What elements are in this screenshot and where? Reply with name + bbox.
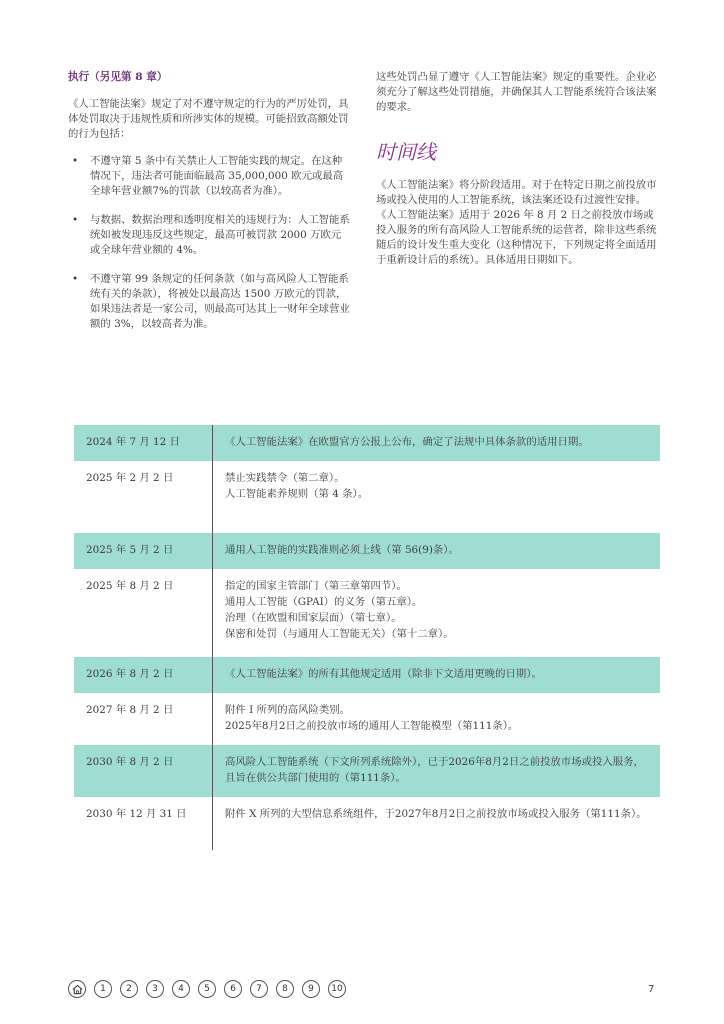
page-link-7[interactable]: 7 [250, 980, 268, 998]
timeline-description [213, 461, 660, 533]
list-item: • 与数据、数据治理和透明度相关的违规行为：人工智能系统如被发现违反这些规定，最高可被罚款 2000 万欧元或全球年营业额的 4%。 [72, 214, 350, 256]
timeline-line: 治理（在欧盟和国家层面）（第七章）。 [225, 612, 402, 624]
timeline-line: 禁止实践禁令（第二章）。 [225, 472, 345, 484]
page-link-9[interactable]: 9 [302, 980, 320, 998]
timeline-line: 指定的国家主管部门（第三章第四节）。 [225, 580, 407, 592]
page-link-2[interactable]: 2 [120, 980, 138, 998]
timeline-line: 高风险人工智能系统（下文所列系统除外），已于2026年8月2日之前投放市场或投入服务，且旨在供公共部门使用的（第111条）。 [225, 756, 644, 784]
left-column [68, 70, 350, 346]
timeline-description [213, 533, 660, 569]
timeline-description [213, 657, 660, 693]
bullet-icon: • [72, 273, 79, 285]
timeline-date: 2030 年 8 月 2 日 [86, 756, 174, 768]
timeline-description [213, 425, 660, 461]
timeline-date: 2025 年 8 月 2 日 [86, 580, 174, 592]
timeline-line: 2025年8月2日之前投放市场的通用人工智能模型（第111条）。 [225, 720, 519, 732]
page-link-5[interactable]: 5 [198, 980, 216, 998]
timeline-line: 《人工智能法案》的所有其他规定适用（除非下文适用更晚的日期）。 [225, 668, 542, 680]
timeline-date: 2024 年 7 月 12 日 [86, 436, 180, 448]
timeline-line: 人工智能素养规则（第 4 条）。 [225, 488, 369, 500]
table-row [74, 461, 660, 533]
page-navigation [68, 980, 346, 998]
penalty-closing: 这些处罚凸显了遵守《人工智能法案》规定的重要性。企业必须充分了解这些处罚措施，并确保其人工智能系统符合该法案的要求。 [376, 71, 657, 113]
list-item: • 不遵守第 99 条规定的任何条款（如与高风险人工智能系统有关的条款），将被处以最高达 1500 万欧元的罚款，如果违法者是一家公司，则最高可达其上一财年全球营业额的 3%，以较高者为准。 [72, 273, 350, 330]
table-row [74, 657, 660, 693]
timeline-table [74, 425, 660, 850]
home-icon[interactable] [68, 980, 86, 998]
page-link-3[interactable]: 3 [146, 980, 164, 998]
timeline-date: 2025 年 2 月 2 日 [86, 472, 174, 484]
page-link-10[interactable]: 10 [328, 980, 346, 998]
right-column [376, 70, 658, 280]
page-link-6[interactable]: 6 [224, 980, 242, 998]
timeline-description [213, 745, 660, 797]
page-link-1[interactable]: 1 [94, 980, 112, 998]
page-number: 7 [648, 984, 655, 995]
bullet-icon: • [72, 155, 79, 167]
timeline-date: 2030 年 12 月 31 日 [86, 808, 187, 820]
table-row [74, 425, 660, 461]
timeline-divider [212, 425, 213, 850]
list-item: • 不遵守第 5 条中有关禁止人工智能实践的规定。在这种情况下，违法者可能面临最高 35,000,000 欧元或最高全球年营业额7%的罚款（以较高者为准）。 [72, 155, 344, 197]
timeline-intro: 《人工智能法案》将分阶段适用。对于在特定日期之前投放市场或投入使用的人工智能系统，该法案还设有过渡性安排。《人工智能法案》适用于 2026 年 8 月 2 日之前投放市场或投入服务的所有高风险人工智能系统的运营者，除非这些系统随后的设计发生重大变化（这种情况下，下列规定将全面适用于重新设计后的系统）。具体适用日期如下。 [376, 179, 657, 266]
enforcement-intro: 《人工智能法案》规定了对不遵守规定的行为的严厉处罚，具体处罚取决于违规性质和所涉实体的规模。可能招致高额处罚的行为包括： [68, 98, 349, 140]
timeline-line: 《人工智能法案》在欧盟官方公报上公布，确定了法规中具体条款的适用日期。 [225, 436, 589, 448]
penalty-list [68, 154, 350, 332]
page-link-4[interactable]: 4 [172, 980, 190, 998]
table-row [74, 797, 660, 850]
timeline-description [213, 569, 660, 657]
table-row [74, 693, 660, 745]
table-row [74, 533, 660, 569]
enforcement-heading: 执行（另见第 8 章） [68, 71, 168, 83]
timeline-line: 附件 X 所列的大型信息系统组件，于2027年8月2日之前投放市场或投入服务（第111条）。 [225, 808, 647, 820]
timeline-line: 保密和处罚（与通用人工智能无关）（第十二章）。 [225, 628, 454, 640]
timeline-date: 2027 年 8 月 2 日 [86, 704, 174, 716]
timeline-line: 附件 I 所列的高风险类别。 [225, 704, 351, 716]
timeline-title: 时间线 [376, 140, 436, 164]
table-row [74, 569, 660, 657]
timeline-line: 通用人工智能的实践准则必须上线（第 56(9)条）。 [225, 544, 459, 556]
table-row [74, 745, 660, 797]
bullet-icon: • [72, 214, 79, 226]
timeline-date: 2026 年 8 月 2 日 [86, 668, 174, 680]
timeline-description [213, 693, 660, 745]
page-link-8[interactable]: 8 [276, 980, 294, 998]
timeline-line: 通用人工智能（GPAI）的义务（第五章）。 [225, 596, 423, 608]
timeline-date: 2025 年 5 月 2 日 [86, 544, 174, 556]
timeline-description [213, 797, 660, 850]
